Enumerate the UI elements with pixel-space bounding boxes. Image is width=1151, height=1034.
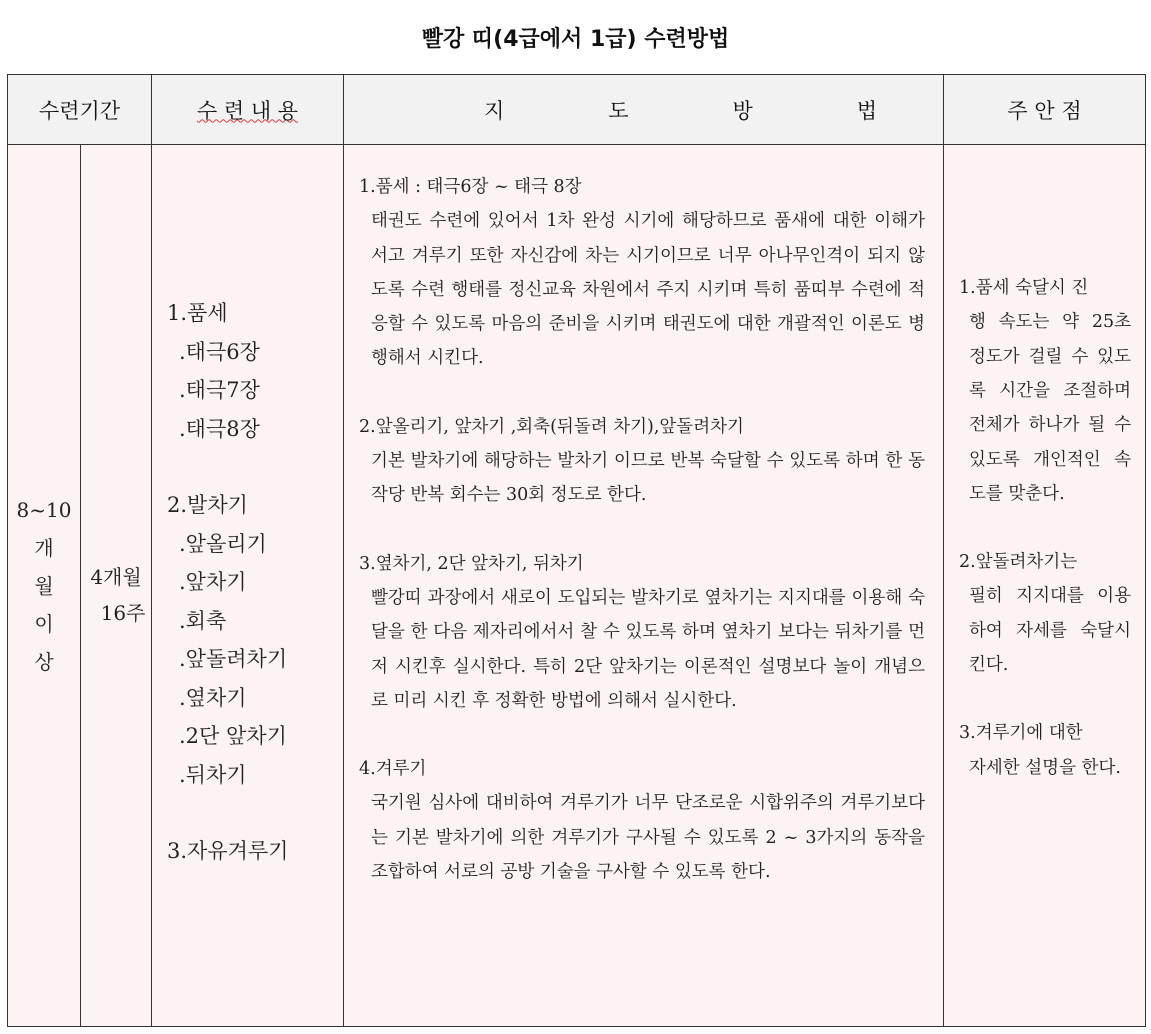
content-section-title: 1.품세: [167, 301, 228, 326]
method-section-title: 2.앞올리기, 앞차기 ,회축(뒤돌려 차기),앞돌려차기: [359, 416, 744, 437]
method-section-title: 1.품세 : 태극6장 ~ 태극 8장: [359, 177, 582, 197]
method-section-title: 4.겨루기: [359, 759, 427, 780]
method-section-body: 태권도 수련에 있어서 1차 완성 시기에 해당하므로 품새에 대한 이해가 서고 겨루기 또한 자신감에 차는 시기이므로 너무 아나무인격이 되지 않도록 수련 행태를 정신교육 차원에서 주지 시키며 특히 품띠부 수련에 적응할 수 있도록 마음의 준비을 시키며 태권도에 대한 개괄적인 이론도 병행해서 시킨다.: [371, 211, 925, 369]
period-months-line: 월: [34, 573, 54, 598]
notes-item-lead: 3.겨루기에 대한: [959, 723, 1083, 744]
notes-item-body: 행 속도는 약 25초 정도가 걸릴 수 있도록 시간을 조절하며 전체가 하나가 될 수 있도록 개인적인 속도를 맞춘다.: [969, 312, 1131, 504]
notes-item-lead: 2.앞돌려차기는: [959, 552, 1078, 573]
content-item: .앞돌려차기: [179, 647, 288, 672]
header-method-char: 방: [732, 98, 753, 123]
header-method-char: 지: [484, 98, 505, 123]
notes-item-lead: 1.품세 숙달시 진: [959, 278, 1089, 299]
content-item: .태극8장: [179, 416, 260, 441]
header-method: [344, 75, 944, 145]
content-item: .옆차기: [179, 685, 247, 710]
period-months-line: 8~10: [16, 497, 72, 522]
page-title: 빨강 띠(4급에서 1급) 수련방법: [421, 27, 730, 52]
content-item: .앞올리기: [179, 531, 267, 556]
period-months-line: 이: [34, 611, 54, 636]
content-item: .뒤차기: [179, 762, 247, 787]
content-item: .회축: [179, 608, 227, 633]
method-cell: [344, 145, 944, 1027]
content-item: .앞차기: [179, 570, 247, 595]
content-section-title: 2.발차기: [167, 493, 248, 518]
period-months-line: 개: [34, 535, 54, 560]
header-method-char: 법: [856, 98, 877, 123]
header-content-label: 수 련 내 용: [196, 98, 299, 123]
method-section-title: 3.옆차기, 2단 앞차기, 뒤차기: [359, 553, 584, 574]
notes-item-body: 자세한 설명을 한다.: [969, 757, 1121, 778]
content-item: .태극6장: [179, 339, 260, 364]
period-duration-line: 16주: [100, 600, 146, 625]
method-section-body: 빨강띠 과장에서 새로이 도입되는 발차기로 옆차기는 지지대를 이용해 숙달을 한 다음 제자리에서서 찰 수 있도록 하며 옆차기 보다는 뒤차기를 먼저 시킨후 실시한다. 특히 2단 앞차기는 이론적인 설명보다 놀이 개념으로 미리 시킨 후 정확한 방법에 의해서 실시한다.: [371, 587, 925, 711]
period-months-line: 상: [34, 649, 54, 674]
content-cell: [152, 145, 344, 1027]
header-content: [152, 75, 344, 145]
notes-cell: [944, 145, 1146, 1027]
period-months-cell: [8, 145, 81, 1027]
header-method-char: 도: [608, 98, 629, 123]
body-row: [8, 145, 1146, 1027]
content-item: .2단 앞차기: [179, 724, 287, 749]
training-table: [7, 74, 1146, 1027]
method-section-body: 기본 발차기에 해당하는 발차기 이므로 반복 숙달할 수 있도록 하며 한 동작당 반복 회수는 30회 정도로 한다.: [371, 451, 925, 506]
notes-item-body: 필히 지지대를 이용하여 자세를 숙달시킨다.: [969, 586, 1131, 676]
header-row: [8, 75, 1146, 145]
header-period: 수련기간: [8, 75, 152, 145]
period-duration-line: 4개월: [90, 564, 142, 589]
header-notes: 주 안 점: [944, 75, 1146, 145]
period-duration-cell: [81, 145, 152, 1027]
content-section-title: 3.자유겨루기: [167, 839, 289, 864]
content-item: .태극7장: [179, 378, 260, 403]
method-section-body: 국기원 심사에 대비하여 겨루기가 너무 단조로운 시합위주의 겨루기보다는 기본 발차기에 의한 겨루기가 구사될 수 있도록 2 ~ 3가지의 동작을 조합하여 서로의 공방 기술을 구사할 수 있도록 한다.: [371, 793, 925, 883]
